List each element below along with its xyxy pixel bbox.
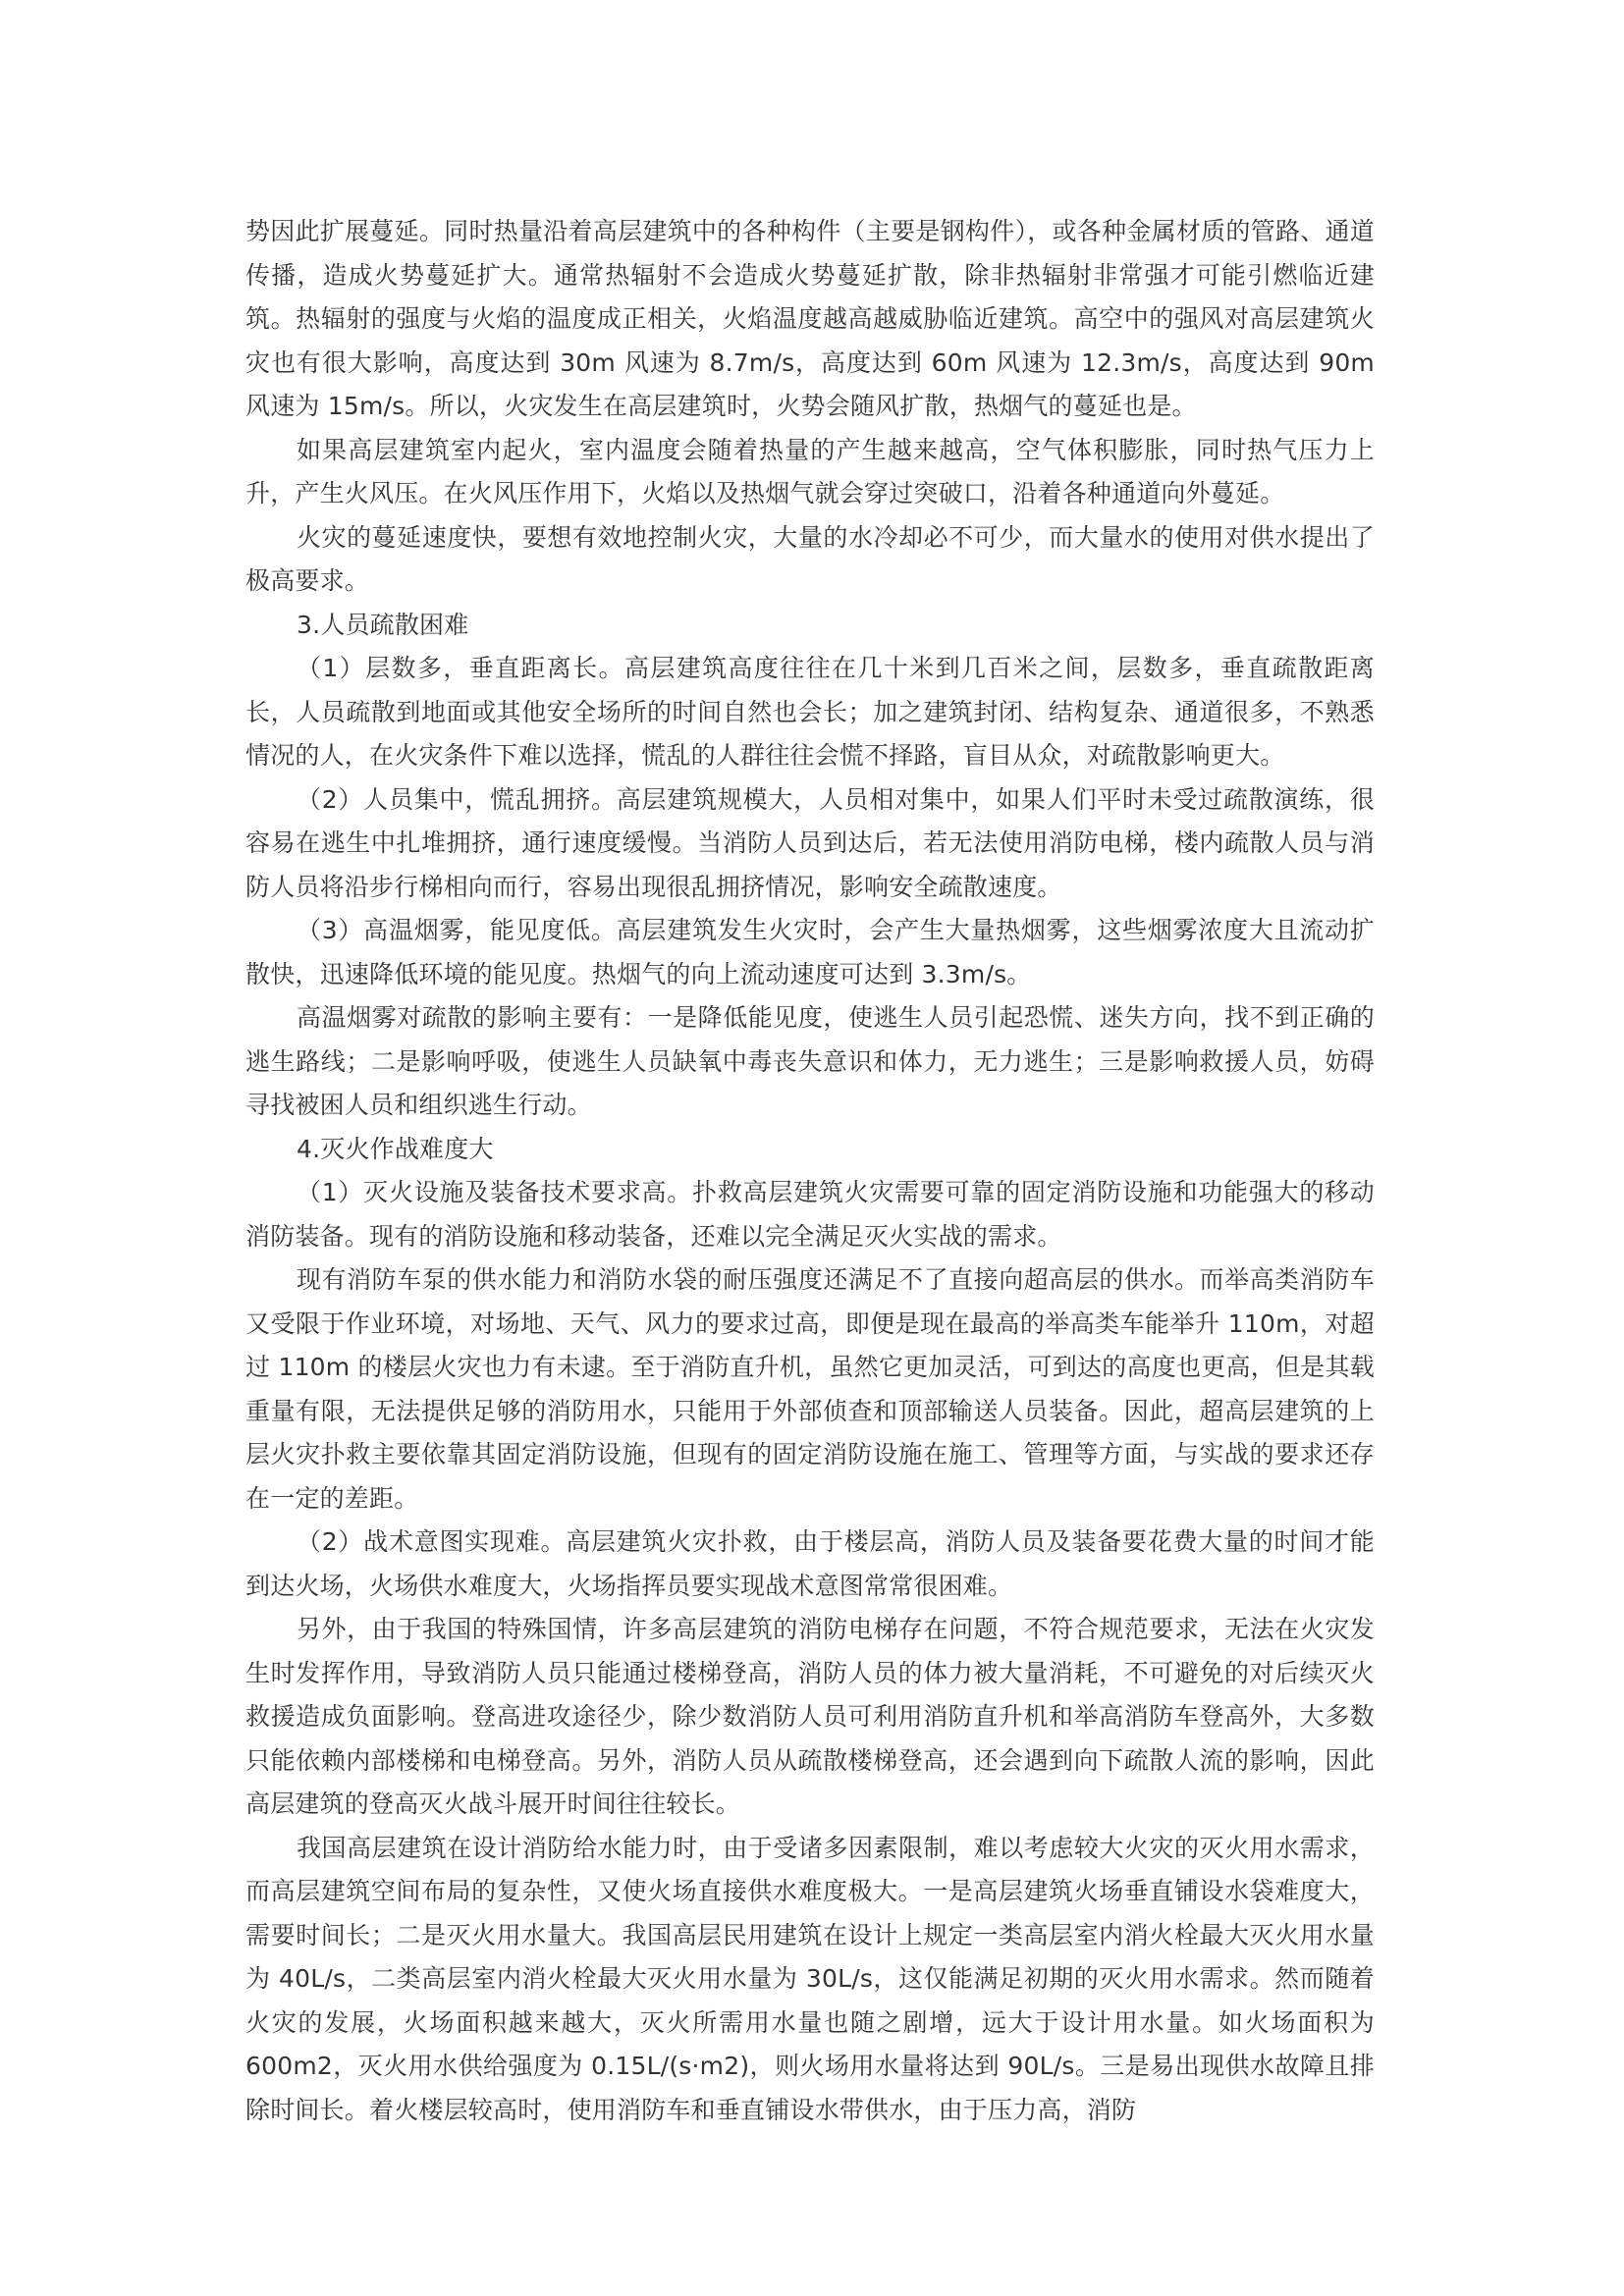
paragraph-item-1-equipment: （1）灭火设施及装备技术要求高。扑救高层建筑火灾需要可靠的固定消防设施和功能强大的移动消防装备。现有的消防设施和移动装备，还难以完全满足灭火实战的需求。: [245, 1178, 1375, 1251]
paragraph-smoke-effects: 高温烟雾对疏散的影响主要有：一是降低能见度，使逃生人员引起恐慌、迷失方向，找不到正确的逃生路线；二是影响呼吸，使逃生人员缺氧中毒丧失意识和体力，无力逃生；三是影响救援人员，妨碍寻找被困人员和组织逃生行动。: [245, 1003, 1375, 1119]
paragraph-item-2-tactics: （2）战术意图实现难。高层建筑火灾扑救，由于楼层高，消防人员及装备要花费大量的时间才能到达火场，火场供水难度大，火场指挥员要实现战术意图常常很困难。: [245, 1527, 1375, 1600]
paragraph-fire-trucks: 现有消防车泵的供水能力和消防水袋的耐压强度还满足不了直接向超高层的供水。而举高类消防车又受限于作业环境，对场地、天气、风力的要求过高，即便是现在最高的举高类车能举升 110m，对超过 110m 的楼层火灾也力有未逮。至于消防直升机，虽然它更加灵活，可到达的高度也更高，但是其载重量有限，无法提供足够的消防用水，只能用于外部侦查和顶部输送人员装备。因此，超高层建筑的上层火灾扑救主要依靠其固定消防设施，但现有的固定消防设施在施工、管理等方面，与实战的要求还存在一定的差距。: [245, 1265, 1375, 1513]
paragraph-item-3-smoke: （3）高温烟雾，能见度低。高层建筑发生火灾时，会产生大量热烟雾，这些烟雾浓度大且流动扩散快，迅速降低环境的能见度。热烟气的向上流动速度可达到 3.3m/s。: [245, 916, 1375, 988]
paragraph-water-demand: 火灾的蔓延速度快，要想有效地控制火灾，大量的水冷却必不可少，而大量水的使用对供水提出了极高要求。: [245, 522, 1375, 595]
paragraph-elevators: 另外，由于我国的特殊国情，许多高层建筑的消防电梯存在问题，不符合规范要求，无法在火灾发生时发挥作用，导致消防人员只能通过楼梯登高，消防人员的体力被大量消耗，不可避免的对后续灭火救援造成负面影响。登高进攻途径少，除少数消防人员可利用消防直升机和举高消防车登高外，大多数只能依赖内部楼梯和电梯登高。另外，消防人员从疏散楼梯登高，还会遇到向下疏散人流的影响，因此高层建筑的登高灭火战斗展开时间往往较长。: [245, 1615, 1375, 1818]
paragraph-water-supply: 我国高层建筑在设计消防给水能力时，由于受诸多因素限制，难以考虑较大火灾的灭火用水需求，而高层建筑空间布局的复杂性，又使火场直接供水难度极大。一是高层建筑火场垂直铺设水袋难度大，需要时间长；二是灭火用水量大。我国高层民用建筑在设计上规定一类高层室内消火栓最大灭火用水量为 40L/s，二类高层室内消火栓最大灭火用水量为 30L/s，这仅能满足初期的灭火用水需求。然而随着火灾的发展，火场面积越来越大，灭火所需用水量也随之剧增，远大于设计用水量。如火场面积为 600m2，灭火用水供给强度为 0.15L/(s·m2)，则火场用水量将达到 90L/s。三是易出现供水故障且排除时间长。着火楼层较高时，使用消防车和垂直铺设水带供水，由于压力高，消防: [245, 1833, 1375, 2124]
document-page: [245, 210, 1375, 2132]
paragraph-continuation: 势因此扩展蔓延。同时热量沿着高层建筑中的各种构件（主要是钢构件），或各种金属材质的管路、通道传播，造成火势蔓延扩大。通常热辐射不会造成火势蔓延扩散，除非热辐射非常强才可能引燃临近建筑。热辐射的强度与火焰的温度成正相关，火焰温度越高越威胁临近建筑。高空中的强风对高层建筑火灾也有很大影响，高度达到 30m 风速为 8.7m/s，高度达到 60m 风速为 12.3m/s，高度达到 90m 风速为 15m/s。所以，火灾发生在高层建筑时，火势会随风扩散，热烟气的蔓延也是。: [245, 217, 1375, 420]
paragraph-item-2-crowding: （2）人员集中，慌乱拥挤。高层建筑规模大，人员相对集中，如果人们平时未受过疏散演练，很容易在逃生中扎堆拥挤，通行速度缓慢。当消防人员到达后，若无法使用消防电梯，楼内疏散人员与消防人员将沿步行梯相向而行，容易出现很乱拥挤情况，影响安全疏散速度。: [245, 784, 1375, 901]
section-heading-evacuation: 3.人员疏散困难: [297, 610, 469, 639]
section-heading-firefighting: 4.灭火作战难度大: [297, 1134, 494, 1163]
paragraph-item-1-floors: （1）层数多，垂直距离长。高层建筑高度往往在几十米到几百米之间，层数多，垂直疏散距离长，人员疏散到地面或其他安全场所的时间自然也会长；加之建筑封闭、结构复杂、通道很多，不熟悉情况的人，在火灾条件下难以选择，慌乱的人群往往会慌不择路，盲目从众，对疏散影响更大。: [245, 654, 1375, 770]
paragraph-fire-wind-pressure: 如果高层建筑室内起火，室内温度会随着热量的产生越来越高，空气体积膨胀，同时热气压力上升，产生火风压。在火风压作用下，火焰以及热烟气就会穿过突破口，沿着各种通道向外蔓延。: [245, 435, 1375, 507]
